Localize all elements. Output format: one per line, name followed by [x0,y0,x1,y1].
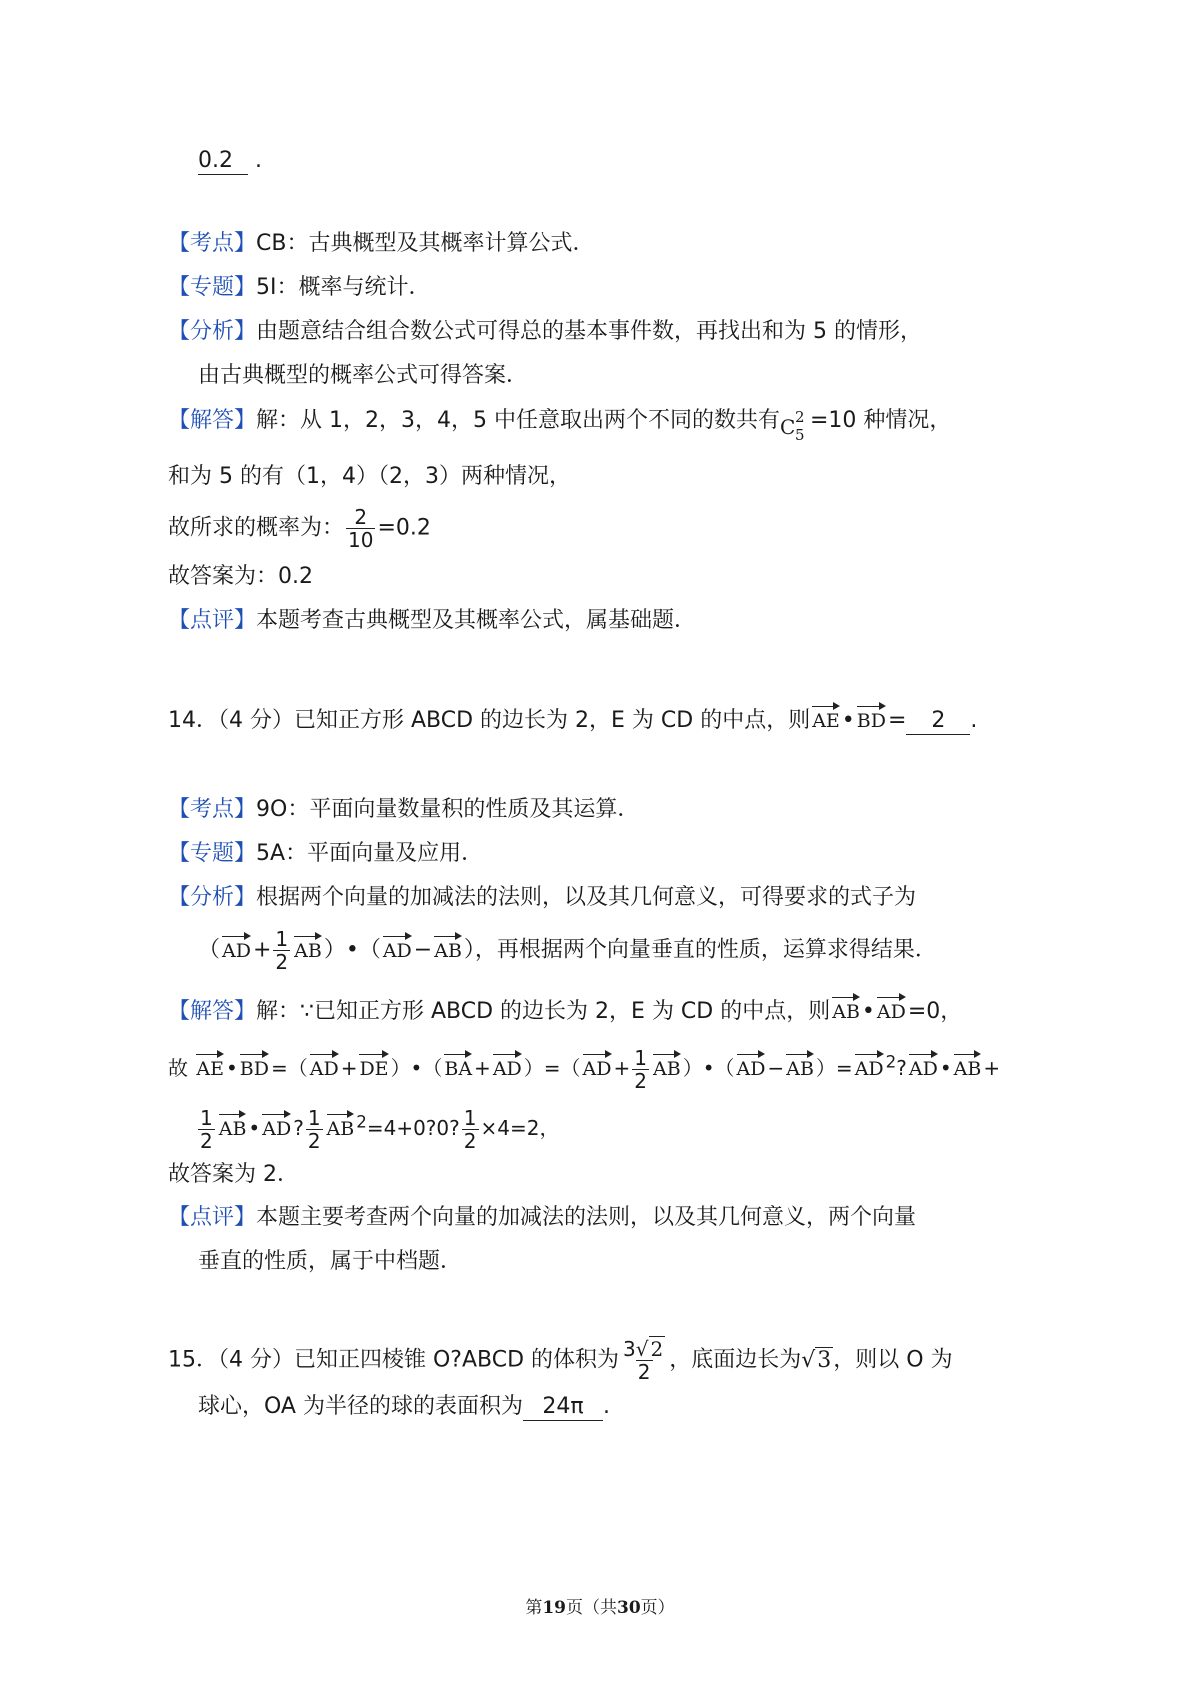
page-number: 19 [542,1598,566,1618]
q14-fenxi-2: （ AD+ $\frac{1}{2}$ AB）•（ AD− AB），再根据两个向量垂直的性质，运算求得结果． [198,927,937,974]
q14-jieda-2: 故 AE • BD =（ AD + DE ）•（ BA + AD ）=（ AD + $\frac{1}{2}$ AB ）•（ AD − AB ）= AD $^2$? AD • AB + [168,1046,1001,1093]
page-footer: 第19页（共30页） [525,1598,675,1618]
q13-answer-end: . [255,148,262,173]
q14-dianping-2: 垂直的性质，属于中档题． [198,1249,463,1274]
combination-c-5-2: C 2 5 [780,408,805,444]
kaodian-tag: 【考点】 [168,231,257,256]
q14-jieda-4: 故答案为 2． [168,1162,299,1187]
q13-jieda-3: 故所求的概率为： $\frac{2}{10}$ =0.2 [168,505,431,552]
fraction-1-2: $\frac{1}{2}$ [275,927,289,974]
dianping-tag: 【点评】 [168,608,257,633]
zhuanti-tag: 【专题】 [168,275,257,300]
q14-dianping: 【点评】本题主要考查两个向量的加减法的法则，以及其几何意义，两个向量 [168,1205,917,1230]
q13-jieda-4: 故答案为：0.2 [168,564,313,589]
fenxi-tag: 【分析】 [168,319,257,344]
kaodian-text: CB：古典概型及其概率计算公式． [256,231,595,256]
q13-dianping: 【点评】本题考查古典概型及其概率公式，属基础题． [168,608,697,633]
q13-jieda [168,406,952,444]
q13-answer-blank: 0.2 [198,148,248,175]
q14-fenxi: 【分析】根据两个向量的加减法的法则，以及其几何意义，可得要求的式子为 [168,885,917,910]
q14-jieda: 【解答】解：∵已知正方形 ABCD 的边长为 2，E 为 CD 的中点，则 AB• AD=0， [168,993,962,1027]
q13-jieda-2: 和为 5 的有（1，4）（2，3）两种情况， [168,464,571,489]
q15-stem: 15．（4 分）已知正四棱锥 O?ABCD 的体积为 $\frac{3√ 2}{2}$ ，底面边长为√3，则以 O 为 [168,1337,953,1384]
q13-fenxi [168,317,922,347]
zhuanti-text: 5I：概率与统计． [256,275,431,300]
q15-stem-2: 球心，OA 为半径的球的表面积为 24π . [198,1394,610,1419]
fraction-3sqrt2-2: $\frac{3√ 2}{2}$ [623,1337,664,1384]
fraction-2-10: $\frac{2}{10}$ [348,505,374,552]
fenxi-text-1: 由题意结合组合数公式可得总的基本事件数，再找出和为 5 的情形， [256,319,923,344]
q14-jieda-3: $\frac{1}{2}$ AB • AD ? $\frac{1}{2}$ AB $^2$=4+0?0? $\frac{1}{2}$ ×4=2， [200,1106,560,1153]
page-total: 30 [617,1598,641,1618]
q14-stem: 14．（4 分）已知正方形 ABCD 的边长为 2，E 为 CD 的中点，则 AE• BD= 2 . [168,702,977,736]
q13-kaodian [168,229,594,259]
q13-zhuanti [168,273,431,303]
q14-kaodian: 【考点】9O：平面向量数量积的性质及其运算． [168,797,640,822]
q14-answer-blank: 2 [906,708,970,735]
jieda-text-1-end: =10 种情况， [810,408,952,433]
sqrt-3: √3 [801,1347,832,1373]
q15-answer-blank: 24π [523,1394,603,1421]
vector-ae: AE [812,702,840,736]
q14-zhuanti: 【专题】5A：平面向量及应用． [168,841,484,866]
q13-fenxi-2: 由古典概型的概率公式可得答案． [198,363,529,388]
jieda-text-1: 解：从 1，2，3，4，5 中任意取出两个不同的数共有 [256,408,780,433]
jieda-tag: 【解答】 [168,408,257,433]
q13-answer-line [198,146,262,176]
vector-bd: BD [857,702,886,736]
